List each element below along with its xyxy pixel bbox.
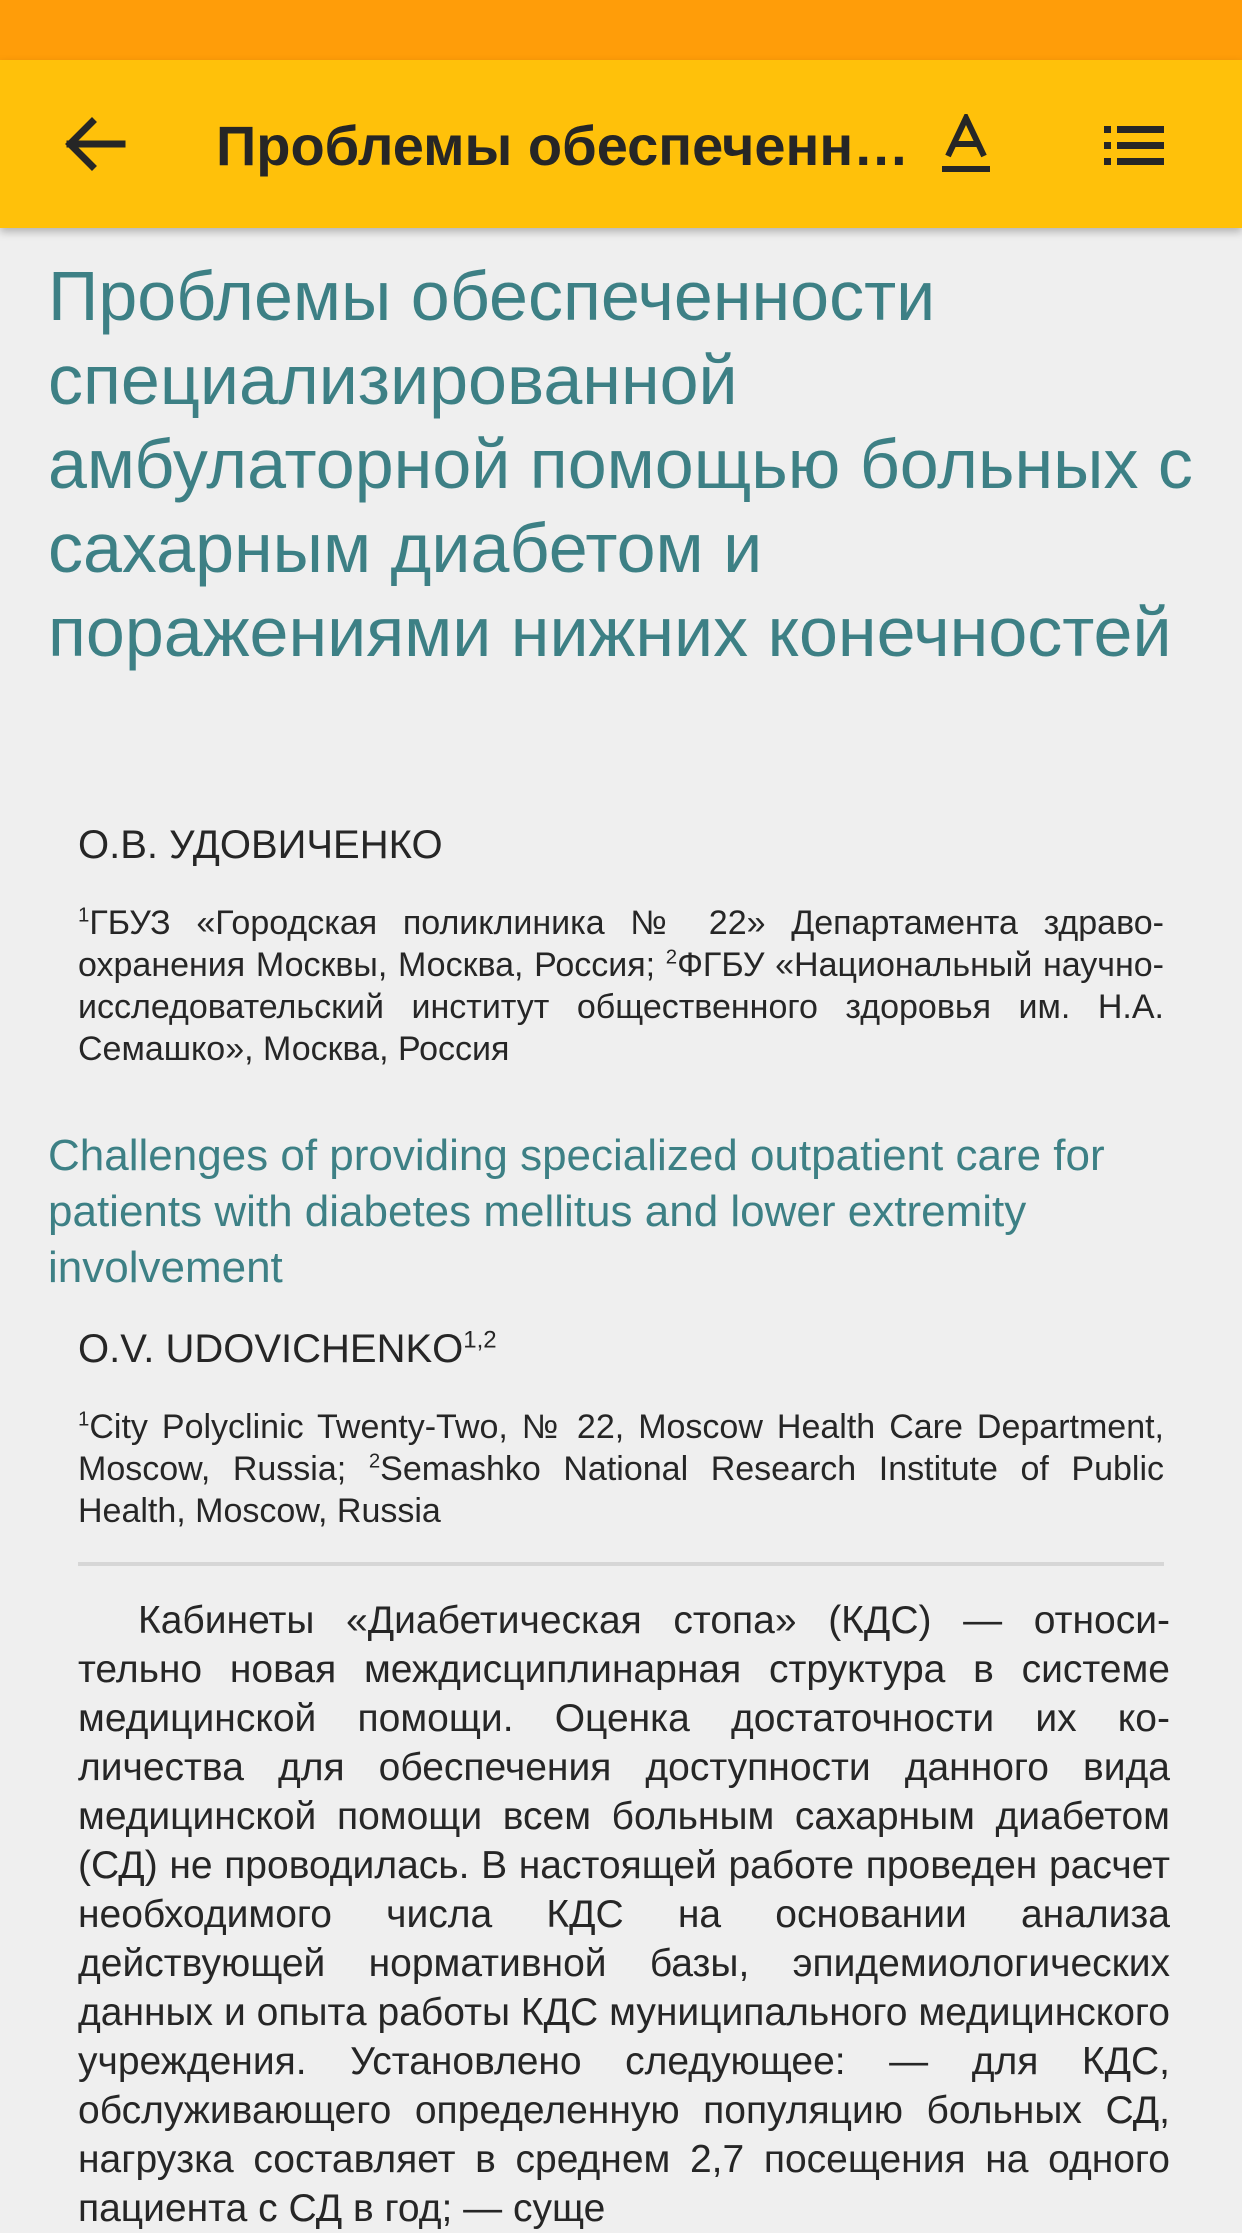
article-title-en: Challenges of providing specialized outpatient care for patients with diabetes mellitus and lower extremity involvement xyxy=(48,1131,1105,1292)
footnote-marker: 1 xyxy=(78,1408,90,1431)
back-button[interactable] xyxy=(54,108,134,180)
article-title-ru: Проблемы обеспеченности специализированной амбулаторной помощью больных с сахарным диабетом и поражениями нижних конечностей xyxy=(48,257,1193,671)
author-en xyxy=(78,1324,497,1374)
text-format-button[interactable] xyxy=(930,106,1002,186)
abstract-text: Кабинеты «Диабетическая стопа» (КДС) — относительно новая междисциплинарная структура в системе медицинской помощи. Оценка достаточности их количества для обеспечения доступности данного вида медицинской помощи всем больным сахарным диабетом (СД) не проводилась. В настоящей работе проведен расчет необходимого числа КДС на основании анализа действующей нормативной базы, эпидемиологических данных и опыта работы КДС муниципального медицинского учреждения. Установлено следующее: — для КДС, обслуживающего определенную популяцию больных СД, нагрузка составляет в среднем 2,7 посещения на одного пациента с СД в год; — суще xyxy=(78,1599,1170,2230)
status-bar xyxy=(0,0,1242,60)
affiliation-en xyxy=(78,1406,1164,1532)
author-en-name: O.V. UDOVICHENKO xyxy=(78,1327,464,1371)
divider xyxy=(78,1562,1164,1566)
text-format-icon xyxy=(940,114,992,178)
footnote-marker: 2 xyxy=(665,946,678,969)
table-of-contents-button[interactable] xyxy=(1094,106,1174,186)
affiliation-ru-part2: ФГБУ «Национальный научно-исследовательский институт общественного здоровья им. Н.А. Семашко», Москва, Россия xyxy=(78,946,1164,1068)
affiliation-en-part2: Semashko National Research Institute of Public Health, Moscow, Russia xyxy=(78,1450,1164,1530)
author-en-affiliation-marker: 1,2 xyxy=(463,1326,497,1354)
affiliation-ru xyxy=(78,902,1164,1070)
toolbar-title: Проблемы обеспеченн… xyxy=(216,114,910,177)
list-icon xyxy=(1104,126,1164,166)
footnote-marker: 1 xyxy=(78,904,90,927)
affiliation-en-part1: City Polyclinic Twenty-Two, № 22, Moscow Health Care Department, Moscow, Russia; xyxy=(78,1408,1164,1488)
author-ru: О.В. УДОВИЧЕНКО xyxy=(78,823,443,867)
app-bar xyxy=(0,60,1242,228)
arrow-left-icon xyxy=(62,116,126,172)
affiliation-ru-part1: ГБУЗ «Городская поликлиника № 22» Департамента здравоохранения Москвы, Москва, Россия; xyxy=(78,904,1164,984)
footnote-marker: 2 xyxy=(368,1450,381,1473)
